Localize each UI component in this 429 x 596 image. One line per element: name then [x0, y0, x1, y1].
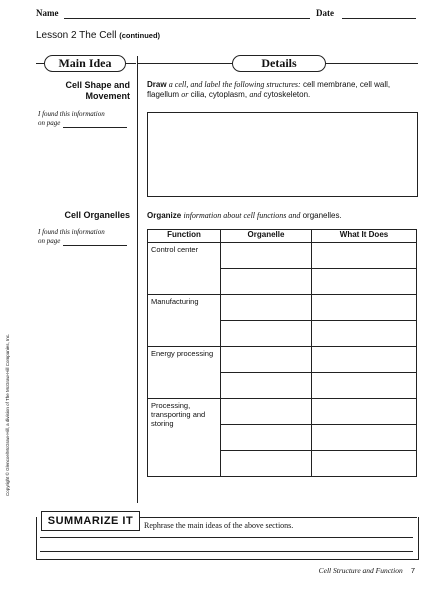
- date-label: Date: [316, 8, 334, 18]
- section1-instruction-italic2: or: [181, 90, 189, 99]
- table-row: [148, 295, 417, 321]
- organelle-cell[interactable]: [221, 321, 312, 347]
- section2-instruction: [147, 211, 417, 221]
- table-row: [148, 399, 417, 425]
- copyright: Copyright © Glencoe/McGraw-Hill, a division of The McGraw-Hill Companies, Inc.: [5, 333, 10, 496]
- organelle-cell[interactable]: [221, 425, 312, 451]
- col-header-organelle: Organelle: [221, 230, 312, 243]
- section1-found-text: I found this information: [38, 110, 105, 118]
- what-it-does-cell[interactable]: [312, 451, 417, 477]
- book-title: Cell Structure and Function: [318, 566, 403, 575]
- section2-instruction-italic: information about cell functions and: [183, 211, 301, 220]
- section2-instruction-rest: organelles.: [302, 211, 342, 220]
- what-it-does-cell[interactable]: [312, 321, 417, 347]
- date-field[interactable]: [342, 18, 416, 19]
- organelle-cell[interactable]: [221, 451, 312, 477]
- section2-page-field[interactable]: [63, 245, 127, 246]
- what-it-does-cell[interactable]: [312, 373, 417, 399]
- what-it-does-cell[interactable]: [312, 425, 417, 451]
- summarize-answer-line-2[interactable]: [40, 551, 413, 552]
- section2-heading: Cell Organelles: [64, 210, 130, 220]
- lesson-title-text: Lesson 2 The Cell: [36, 30, 117, 41]
- page-number: 7: [410, 566, 415, 575]
- section1-instruction-bold: Draw: [147, 80, 167, 89]
- section1-found-page: on page: [38, 119, 61, 127]
- section1-heading: Cell Shape and Movement: [65, 80, 130, 101]
- name-field[interactable]: [64, 18, 310, 19]
- function-cell: Control center: [148, 243, 221, 295]
- section1-instruction: [147, 80, 417, 100]
- what-it-does-cell[interactable]: [312, 399, 417, 425]
- summarize-top-line: [140, 517, 417, 518]
- footer: [319, 566, 415, 575]
- name-label: Name: [36, 8, 59, 18]
- section1-instruction-rest3: cytoskeleton.: [263, 90, 311, 99]
- section1-instruction-rest: cell membrane, cell wall, flagellum: [147, 80, 391, 99]
- function-cell: Energy processing: [148, 347, 221, 399]
- organelle-cell[interactable]: [221, 399, 312, 425]
- what-it-does-cell[interactable]: [312, 295, 417, 321]
- section1-instruction-rest2: cilia, cytoplasm,: [190, 90, 248, 99]
- organelle-cell[interactable]: [221, 295, 312, 321]
- what-it-does-cell[interactable]: [312, 347, 417, 373]
- section1-instruction-italic3: and: [249, 90, 262, 99]
- section2-found-page: on page: [38, 237, 61, 245]
- drawing-box[interactable]: [147, 112, 418, 197]
- col-header-what-it-does: What It Does: [312, 230, 417, 243]
- lesson-title-suffix: (continued): [119, 31, 161, 40]
- summarize-title: SUMMARIZE IT: [41, 511, 140, 531]
- organelle-cell[interactable]: [221, 373, 312, 399]
- col-header-function: Function: [148, 230, 221, 243]
- table-row: [148, 347, 417, 373]
- section2-instruction-bold: Organize: [147, 211, 182, 220]
- organelle-cell[interactable]: [221, 243, 312, 269]
- column-divider: [137, 56, 138, 503]
- summarize-answer-line-1[interactable]: [40, 537, 413, 538]
- section2-found-text: I found this information: [38, 228, 105, 236]
- main-idea-banner: Main Idea: [44, 55, 126, 72]
- details-banner: Details: [232, 55, 326, 72]
- organelle-cell[interactable]: [221, 347, 312, 373]
- organelle-cell[interactable]: [221, 269, 312, 295]
- section1-page-field[interactable]: [63, 127, 127, 128]
- function-cell: Processing, transporting and storing: [148, 399, 221, 477]
- section1-instruction-italic1: a cell, and label the following structures:: [168, 80, 301, 89]
- function-cell: Manufacturing: [148, 295, 221, 347]
- table-row: [148, 243, 417, 269]
- lesson-title: [36, 30, 160, 41]
- what-it-does-cell[interactable]: [312, 269, 417, 295]
- summarize-prompt: Rephrase the main ideas of the above sections.: [144, 521, 294, 530]
- table-header-row: [148, 230, 417, 243]
- what-it-does-cell[interactable]: [312, 243, 417, 269]
- organelle-table: [147, 229, 417, 477]
